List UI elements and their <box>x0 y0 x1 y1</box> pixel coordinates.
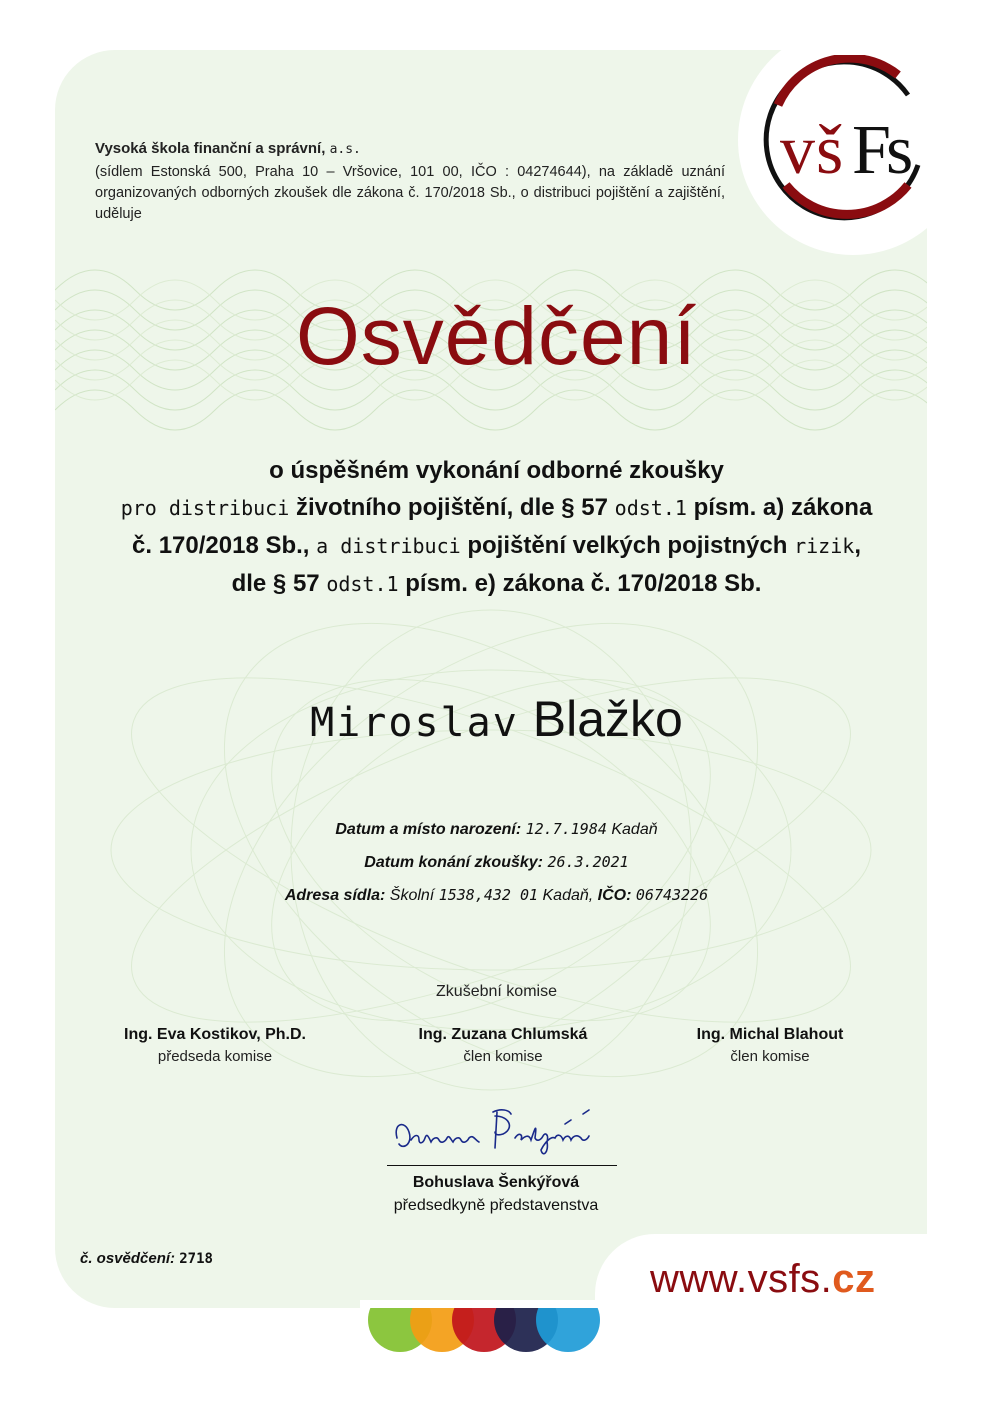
svg-text:s: s <box>886 112 914 189</box>
vsfs-logo-icon <box>758 55 938 225</box>
committee-member-chair: Ing. Eva Kostikov, Ph.D. předseda komise <box>124 1026 306 1065</box>
address-row: Adresa sídla: Školní 1538,432 01 Kadaň, IČO: 06743226 <box>284 886 709 904</box>
svg-text:v: v <box>780 112 815 189</box>
subtitle-line-2: pro distribuci životního pojištění, dle § 57 odst.1 písm. a) zákona <box>120 494 873 521</box>
website-url: www.vsfs.cz <box>650 1257 876 1301</box>
recipient-first-name: Miroslav <box>310 700 519 746</box>
brand-dots-icon <box>360 1300 610 1360</box>
issuer-header <box>95 138 725 225</box>
signature-icon <box>385 1098 625 1168</box>
issuer-description: (sídlem Estonská 500, Praha 10 – Vršovice, 101 00, IČO : 04274644), na základě uznání organizovaných odborných zkoušek dle zákona č. 170/2018 Sb., o distribuci pojištění a zajištění, uděluje <box>95 164 725 222</box>
svg-text:F: F <box>852 112 891 189</box>
subtitle-line-3: č. 170/2018 Sb., a distribuci pojištění velkých pojistných rizik, <box>132 532 861 559</box>
recipient-details <box>0 813 993 912</box>
signature-line <box>387 1165 617 1166</box>
recipient-name <box>0 690 993 748</box>
exam-row: Datum konání zkoušky: 26.3.2021 <box>364 853 629 871</box>
recipient-last-name: Blažko <box>532 691 683 747</box>
certificate-title: Osvědčení <box>296 291 697 382</box>
certificate-number: č. osvědčení: 2718 <box>80 1250 213 1267</box>
subtitle-line-4: dle § 57 odst.1 písm. e) zákona č. 170/2018 Sb. <box>231 570 762 597</box>
birth-row: Datum a místo narození: 12.7.1984 Kadaň <box>335 820 658 838</box>
institution-name: Vysoká škola finanční a správní, a.s. <box>95 140 361 157</box>
committee-member-3: Ing. Michal Blahout člen komise <box>696 1026 844 1065</box>
svg-text:š: š <box>816 112 844 189</box>
committee-member-2: Ing. Zuzana Chlumská člen komise <box>418 1026 588 1065</box>
subtitle-line-1: o úspěšném vykonání odborné zkoušky <box>269 457 724 484</box>
certificate-subtitle <box>40 452 953 603</box>
board-chair: Bohuslava Šenkýřová předsedkyně představenstva <box>393 1174 599 1214</box>
committee-title: Zkušební komise <box>436 983 557 1000</box>
